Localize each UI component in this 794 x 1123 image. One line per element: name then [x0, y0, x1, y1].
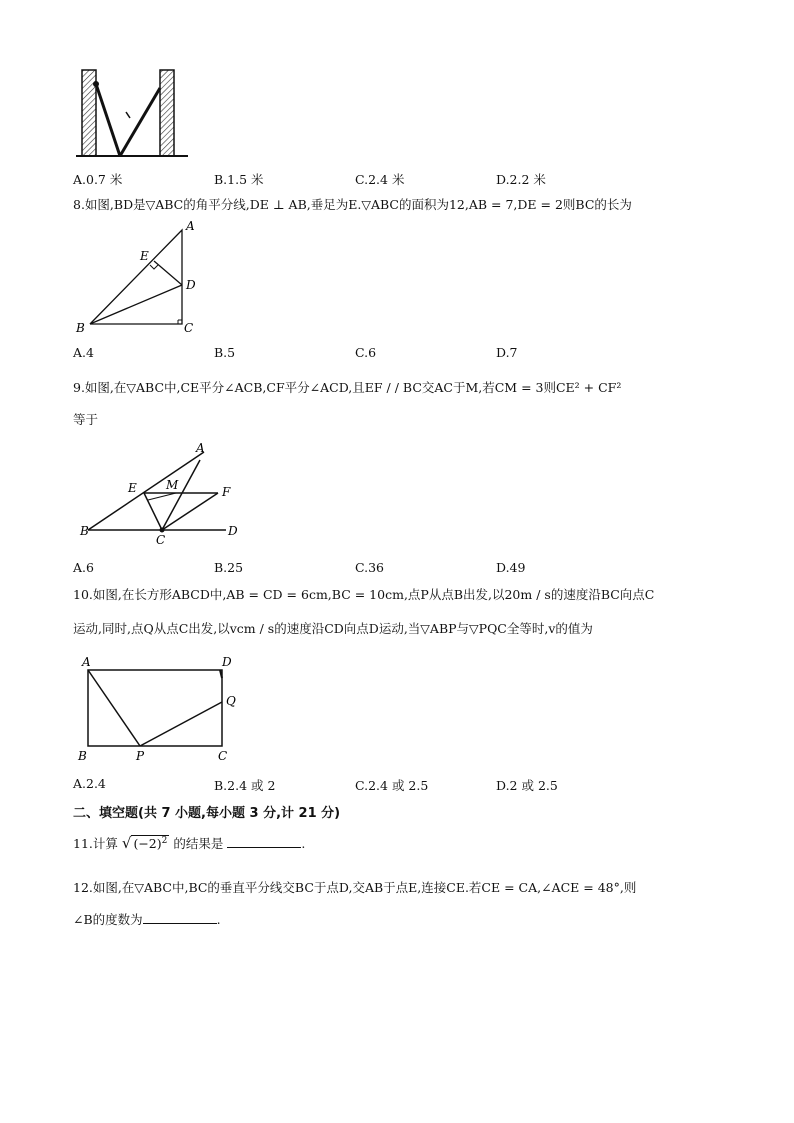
q10-option-a: A.2.4 — [73, 776, 106, 791]
q9-question: 9.如图,在▽ABC中,CE平分∠ACB,CF平分∠ACD,且EF / / BC交AC于M,若CM = 3则CE² + CF² — [73, 380, 622, 395]
q10-label-b: B — [78, 749, 87, 763]
q9-option-d: D.49 — [496, 560, 526, 575]
q8-option-b: B.5 — [214, 345, 236, 360]
section-title: 二、填空题(共 7 小题,每小题 3 分,计 21 分) — [73, 806, 341, 821]
q9-label-f: F — [222, 485, 231, 499]
q9-label-a: A — [196, 441, 205, 455]
q11-radicand: $(-2)^2$ — [133, 835, 168, 851]
q11-suffix: 的结果是 — [173, 836, 224, 851]
q8-question: 8.如图,BD是▽ABC的角平分线,DE ⊥ AB,垂足为E.▽ABC的面积为12,AB = 7,DE = 2则BC的长为 — [73, 197, 632, 212]
q8-label-d: D — [186, 278, 196, 292]
q12-question-cont — [73, 910, 221, 928]
q9-option-c: C.36 — [355, 560, 384, 575]
q11-exponent: 2 — [161, 835, 168, 846]
q11-prefix: 11.计算 — [73, 836, 118, 851]
q9-label-c: C — [156, 533, 166, 547]
q10-option-c: C.2.4 或 2.5 — [355, 778, 429, 793]
q8-label-a: A — [186, 219, 195, 233]
q11-end: . — [301, 836, 306, 851]
q8-label-c: C — [184, 321, 194, 335]
q10-option-d: D.2 或 2.5 — [496, 778, 558, 793]
q8-triangle-figure — [74, 216, 214, 338]
q9-option-b: B.25 — [214, 560, 244, 575]
sqrt-icon: √ — [121, 834, 132, 852]
q10-label-d: D — [222, 655, 232, 669]
q10-option-b: B.2.4 或 2 — [214, 778, 276, 793]
q7-option-d: D.2.2 米 — [496, 172, 546, 187]
q11-answer-blank[interactable] — [227, 835, 301, 848]
q12-answer-blank[interactable] — [143, 911, 217, 924]
q9-option-a: A.6 — [73, 560, 94, 575]
q12-end: . — [216, 912, 221, 927]
q10-label-a: A — [82, 655, 91, 669]
q11-question — [73, 834, 305, 852]
q7-option-b: B.1.5 米 — [214, 172, 264, 187]
q8-option-d: D.7 — [496, 345, 518, 360]
q10-label-p: P — [136, 749, 145, 763]
ladder-figure — [76, 66, 188, 158]
q8-label-b: B — [76, 321, 85, 335]
q8-option-a: A.4 — [73, 345, 94, 360]
q7-option-c: C.2.4 米 — [355, 172, 405, 187]
q12-question: 12.如图,在▽ABC中,BC的垂直平分线交BC于点D,交AB于点E,连接CE.若CE = CA,∠ACE = 48°,则 — [73, 880, 637, 895]
q10-label-c: C — [218, 749, 228, 763]
q8-option-c: C.6 — [355, 345, 377, 360]
q9-label-e: E — [128, 481, 137, 495]
q10-question: 10.如图,在长方形ABCD中,AB = CD = 6cm,BC = 10cm,点P从点B出发,以20m / s的速度沿BC向点C — [73, 587, 655, 602]
q10-label-q: Q — [226, 694, 236, 708]
q9-label-m: M — [166, 478, 179, 492]
q12-prefix: ∠B的度数为 — [73, 912, 143, 927]
q7-option-a: A.0.7 米 — [73, 172, 123, 187]
q8-label-e: E — [140, 249, 149, 263]
q9-question-cont: 等于 — [73, 412, 99, 427]
q9-label-d: D — [228, 524, 238, 538]
q10-question-cont: 运动,同时,点Q从点C出发,以vcm / s的速度沿CD向点D运动,当▽ABP与▽PQC全等时,v的值为 — [73, 621, 593, 636]
q10-rectangle-figure — [74, 652, 244, 764]
q9-triangle-figure — [78, 440, 240, 548]
q9-label-b: B — [80, 524, 89, 538]
